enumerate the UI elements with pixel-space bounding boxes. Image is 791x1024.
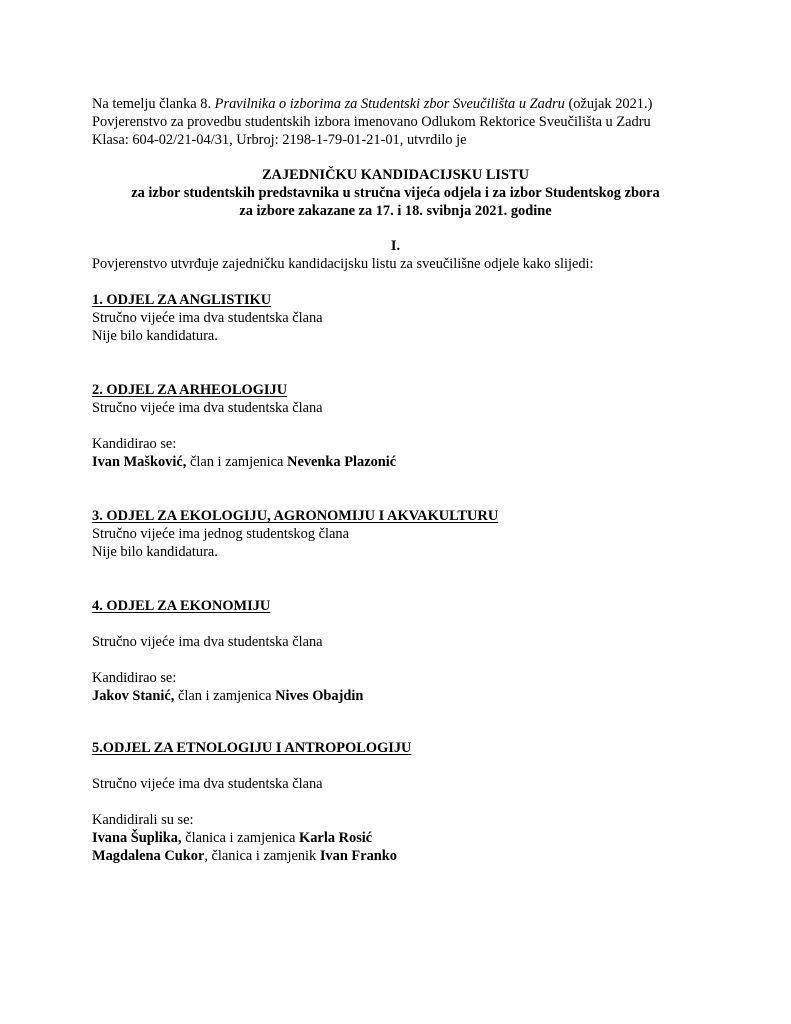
no-candidates-note: Nije bilo kandidatura. (92, 544, 218, 560)
intro-line-2: Povjerenstvo za provedbu studentskih izbora imenovano Odlukom Rektorice Sveučilišta u Zadru (92, 114, 651, 130)
candidate-line: Jakov Stanić, član i zamjenica Nives Obajdin (92, 688, 364, 704)
council-info: Stručno vijeće ima dva studentska člana (92, 400, 323, 416)
regulation-title: Pravilnika o izborima za Studentski zbor Sveučilišta u Zadru (214, 96, 565, 112)
candidate-name: Ivana Šuplika, (92, 830, 182, 846)
department-title: 1. ODJEL ZA ANGLISTIKU (92, 292, 272, 308)
section-intro-text: Povjerenstvo utvrđuje zajedničku kandidacijsku listu za sveučilišne odjele kako slijedi: (92, 256, 594, 272)
council-info: Stručno vijeće ima jednog studentskog člana (92, 526, 349, 542)
candidate-line: Ivana Šuplika, članica i zamjenica Karla Rosić (92, 830, 373, 846)
candidate-name: Jakov Stanić, (92, 688, 175, 704)
council-info: Stručno vijeće ima dva studentska člana (92, 634, 323, 650)
deputy-name: Nives Obajdin (275, 688, 364, 704)
candidate-name: Magdalena Cukor (92, 848, 205, 864)
candidate-line: Magdalena Cukor, članica i zamjenik Ivan Franko (92, 848, 397, 864)
no-candidates-note: Nije bilo kandidatura. (92, 328, 218, 344)
candidate-name: Ivan Mašković, (92, 454, 187, 470)
intro-line-3: Klasa: 604-02/21-04/31, Urbroj: 2198-1-79-01-21-01, utvrdilo je (92, 132, 467, 148)
department-title: 5.ODJEL ZA ETNOLOGIJU I ANTROPOLOGIJU (92, 740, 412, 756)
council-info: Stručno vijeće ima dva studentska člana (92, 776, 323, 792)
document-subtitle-2: za izbore zakazane za 17. i 18. svibnja 2021. godine (239, 203, 552, 219)
department-title: 4. ODJEL ZA EKONOMIJU (92, 598, 271, 614)
council-info: Stručno vijeće ima dva studentska člana (92, 310, 323, 326)
candidates-label: Kandidirao se: (92, 436, 177, 452)
department-title: 3. ODJEL ZA EKOLOGIJU, AGRONOMIJU I AKVAKULTURU (92, 508, 499, 524)
intro-line-1: Na temelju članka 8. Pravilnika o izborima za Studentski zbor Sveučilišta u Zadru (ožujak 2021.) (92, 96, 653, 112)
candidate-line: Ivan Mašković, član i zamjenica Nevenka Plazonić (92, 454, 397, 470)
department-title: 2. ODJEL ZA ARHEOLOGIJU (92, 382, 288, 398)
deputy-name: Karla Rosić (299, 830, 373, 846)
deputy-name: Nevenka Plazonić (287, 454, 397, 470)
candidates-label: Kandidirao se: (92, 670, 177, 686)
candidates-label: Kandidirali su se: (92, 812, 194, 828)
document-title: ZAJEDNIČKU KANDIDACIJSKU LISTU (261, 167, 530, 183)
document-subtitle-1: za izbor studentskih predstavnika u stručna vijeća odjela i za izbor Studentskog zbora (131, 185, 660, 201)
section-roman-numeral: I. (390, 238, 401, 254)
deputy-name: Ivan Franko (319, 848, 397, 864)
